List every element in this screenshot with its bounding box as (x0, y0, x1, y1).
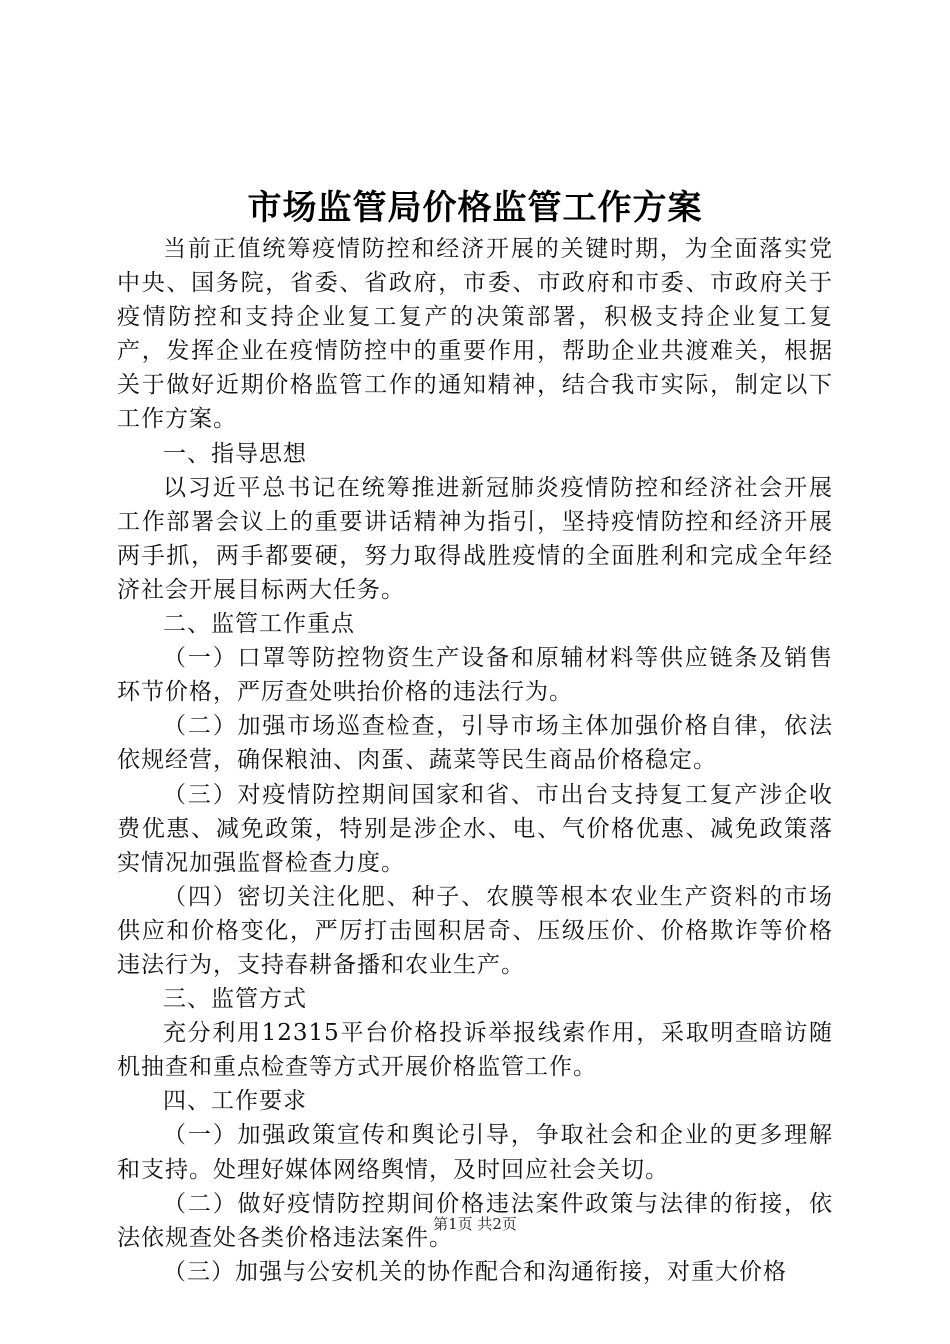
page-number-footer: 第1页 共2页 (433, 1215, 517, 1233)
document-title: 市场监管局价格监管工作方案 (247, 188, 703, 228)
intro-paragraph: 当前正值统筹疫情防控和经济开展的关键时期，为全面落实党中央、国务院，省委、省政府，市委、市政府和市委、市政府关于疫情防控和支持企业复工复产的决策部署，积极支持企业复工复产，发挥企业在疫情防控中的重要作用，帮助企业共渡难关，根据关于做好近期价格监管工作的通知精神，结合我市实际，制定以下工作方案。 (117, 236, 833, 433)
guiding-ideology-paragraph: 以习近平总书记在统筹推进新冠肺炎疫情防控和经济社会开展工作部署会议上的重要讲话精神为指引，坚持疫情防控和经济开展两手抓，两手都要硬，努力取得战胜疫情的全面胜利和完成全年经济社会开展目标两大任务。 (117, 474, 833, 603)
focus-item-1: （一）口罩等防控物资生产设备和原辅材料等供应链条及销售环节价格，严厉查处哄抬价格的违法行为。 (117, 645, 833, 706)
focus-item-3: （三）对疫情防控期间国家和省、市出台支持复工复产涉企收费优惠、减免政策，特别是涉企水、电、气价格优惠、减免政策落实情况加强监督检查力度。 (117, 781, 833, 876)
supervision-method-paragraph: 充分利用12315平台价格投诉举报线索作用，采取明查暗访随机抽查和重点检查等方式开展价格监管工作。 (117, 1020, 833, 1081)
section-heading-supervision-method: 三、监管方式 (163, 986, 307, 1013)
requirement-item-1: （一）加强政策宣传和舆论引导，争取社会和企业的更多理解和支持。处理好媒体网络舆情，及时回应社会关切。 (117, 1122, 833, 1183)
document-body (117, 232, 833, 1289)
section-heading-supervision-focus: 二、监管工作重点 (163, 611, 355, 638)
section-heading-guiding-ideology: 一、指导思想 (163, 440, 307, 467)
focus-item-2: （二）加强市场巡查检查，引导市场主体加强价格自律，依法依规经营，确保粮油、肉蛋、蔬菜等民生商品价格稳定。 (117, 713, 833, 774)
section-heading-work-requirements: 四、工作要求 (163, 1088, 307, 1115)
focus-item-4: （四）密切关注化肥、种子、农膜等根本农业生产资料的市场供应和价格变化，严厉打击囤积居奇、压级压价、价格欺诈等价格违法行为，支持春耕备播和农业生产。 (117, 883, 833, 978)
requirement-item-2: （二）做好疫情防控期间价格违法案件政策与法律的衔接，依法依规查处各类价格违法案件。 (117, 1190, 833, 1251)
requirement-item-3: （三）加强与公安机关的协作配合和沟通衔接，对重大价格 (163, 1258, 787, 1285)
